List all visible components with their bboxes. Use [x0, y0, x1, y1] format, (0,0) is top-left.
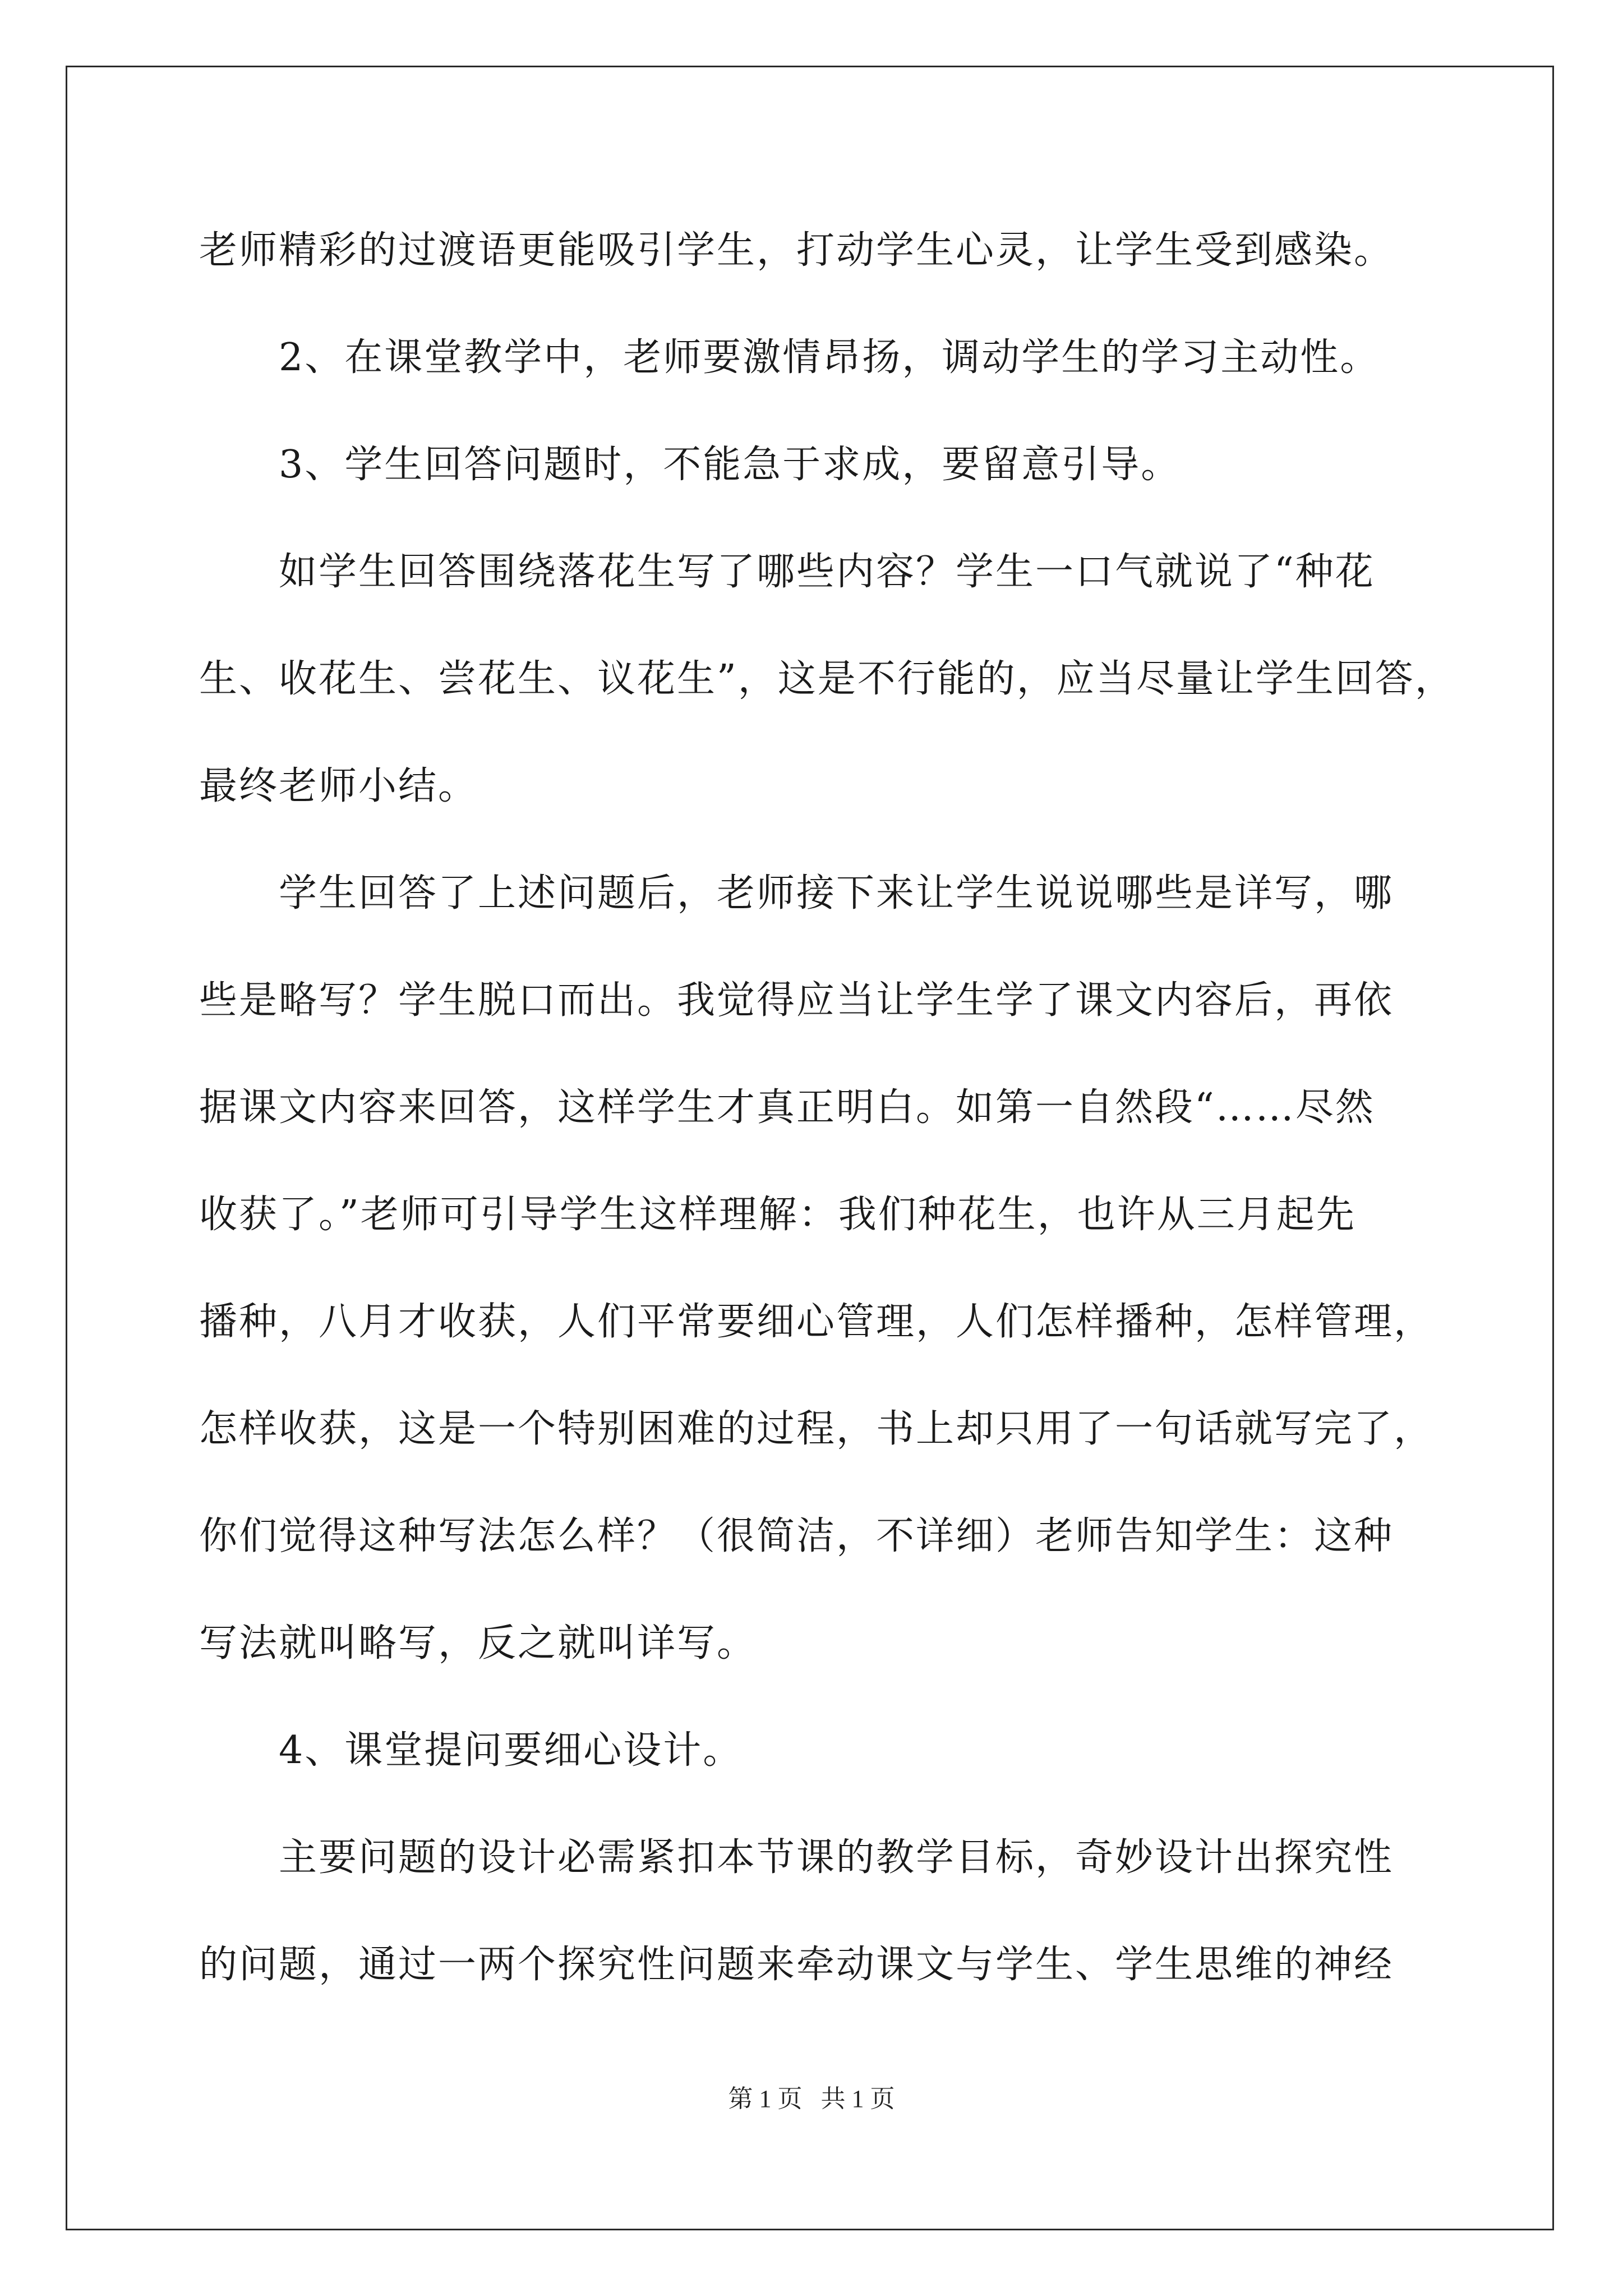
text-line: 怎样收获，这是一个特别困难的过程，书上却只用了一句话就写完了，	[199, 1407, 1434, 1451]
text-line: 3、学生回答问题时，不能急于求成，要留意引导。	[279, 443, 1181, 487]
text-line: 收获了。”老师可引导学生这样理解：我们种花生，也许从三月起先	[199, 1193, 1356, 1237]
text-line: 2、在课堂教学中，老师要激情昂扬，调动学生的学习主动性。	[279, 335, 1380, 380]
text-line: 学生回答了上述问题后，老师接下来让学生说说哪些是详写，哪	[279, 871, 1394, 915]
text-line: 老师精彩的过渡语更能吸引学生，打动学生心灵，让学生受到感染。	[199, 228, 1394, 273]
text-line: 主要问题的设计必需紧扣本节课的教学目标，奇妙设计出探究性	[279, 1835, 1394, 1880]
text-line: 最终老师小结。	[199, 764, 478, 808]
text-line: 的问题，通过一两个探究性问题来牵动课文与学生、学生思维的神经	[199, 1943, 1394, 1987]
text-line: 4、课堂提问要细心设计。	[279, 1728, 743, 1773]
text-line: 播种，八月才收获，人们平常要细心管理，人们怎样播种，怎样管理，	[199, 1300, 1434, 1344]
page-border	[66, 66, 1554, 2230]
page-number: 第 1 页 共 1 页	[728, 2085, 895, 2113]
text-line: 据课文内容来回答，这样学生才真正明白。如第一自然段“……尽然	[199, 1085, 1375, 1130]
text-line: 写法就叫略写，反之就叫详写。	[199, 1621, 757, 1665]
text-line: 如学生回答围绕落花生写了哪些内容？学生一口气就说了“种花	[279, 550, 1375, 594]
text-line: 些是略写？学生脱口而出。我觉得应当让学生学了课文内容后，再依	[199, 978, 1394, 1023]
text-line: 你们觉得这种写法怎么样？（很简洁，不详细）老师告知学生：这种	[199, 1514, 1394, 1558]
text-line: 生、收花生、尝花生、议花生”，这是不行能的，应当尽量让学生回答，	[199, 657, 1455, 701]
